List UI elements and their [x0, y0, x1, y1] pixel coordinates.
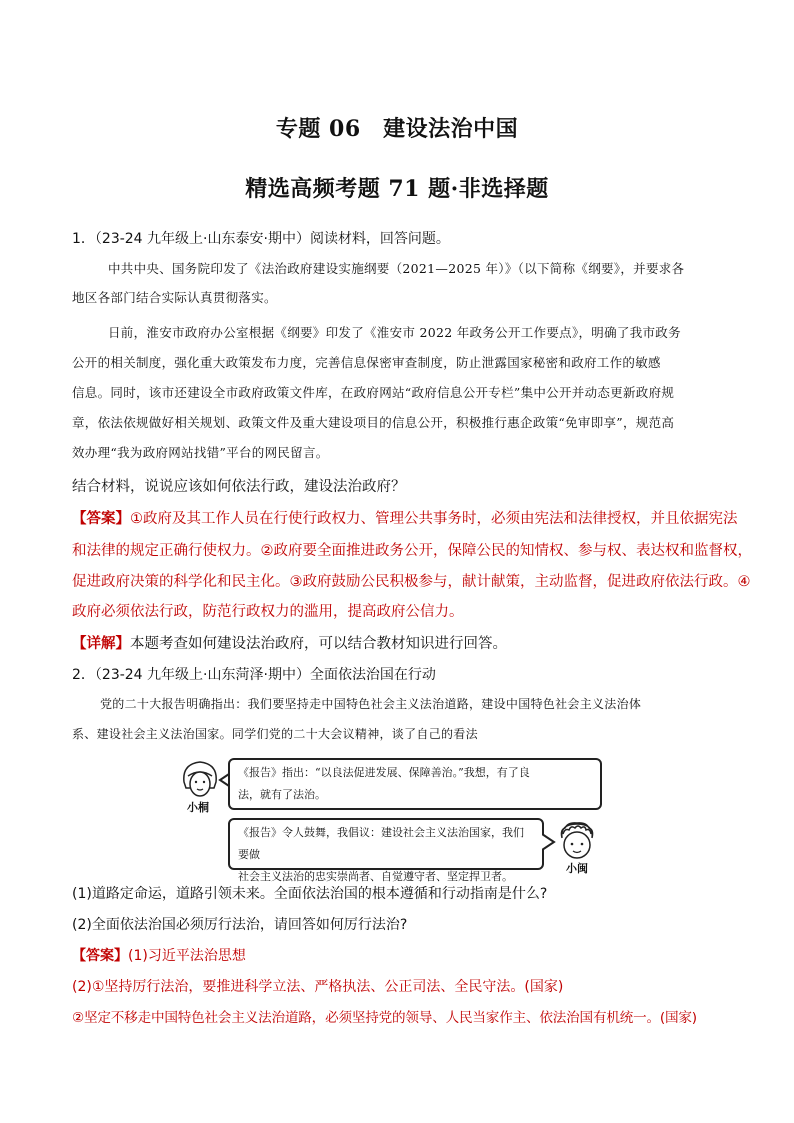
- q1-material-p2-line: 信息。同时，该市还建设全市政府政策文件库，在政府网站“政府信息公开专栏”集中公开并动态更新政府规: [72, 385, 675, 400]
- q2-material-line1: 党的二十大报告明确指出：我们要坚持走中国特色社会主义法治道路，建设中国特色社会主义法治体: [100, 697, 642, 711]
- girl-avatar-icon: [180, 758, 220, 800]
- q1-detail: [72, 629, 507, 660]
- speech-pointer-icon: [542, 832, 556, 852]
- q1-material-p2-line: 章，依法依规做好相关规划、政策文件及重大建设项目的信息公开，积极推行惠企政策“免审即享”，规范高: [72, 415, 675, 430]
- q2-material-line2: 系、建设社会主义法治国家。同学们党的二十大会议精神，谈了自己的看法: [72, 727, 478, 741]
- q2-sub2: (2)全面依法治国必须厉行法治，请回答如何厉行法治?: [72, 917, 408, 933]
- q1-material-p2-line: 日前，淮安市政府办公室根据《纲要》印发了《淮安市 2022 年政务公开工作要点》，明确了我市政务: [108, 325, 681, 340]
- document-title: 专题 06 建设法治中国: [275, 116, 519, 142]
- q2-answer2-line1: (2)①坚持厉行法治，要推进科学立法、严格执法、公正司法、全民守法。(国家): [72, 979, 564, 995]
- q2-stem: 2．（23-24 九年级上·山东菏泽·期中）全面依法治国在行动: [72, 667, 436, 683]
- bubble1-line2: 法，就有了法治。: [238, 788, 326, 801]
- detail-label: 【详解】: [72, 636, 130, 652]
- detail-text: 本题考查如何建设法治政府，可以结合教材知识进行回答。: [130, 636, 507, 652]
- answer-text: ①政府及其工作人员在行使行政权力、管理公共事务时，必须由宪法和法律授权，并且依据宪法: [130, 511, 738, 527]
- q2-sub1: (1)道路定命运，道路引领未来。全面依法治国的根本遵循和行动指南是什么?: [72, 886, 548, 902]
- bubble2-line2: 社会主义法治的忠实崇尚者、自觉遵守者、坚定捍卫者。: [238, 870, 513, 883]
- q1-answer-line: 和法律的规定正确行使权力。②政府要全面推进政务公开，保障公民的知情权、参与权、表达权和监督权，: [72, 543, 752, 559]
- speech-bubble-xiaomin: [228, 818, 544, 883]
- q1-material-p1-line1: 中共中央、国务院印发了《法治政府建设实施纲要（2021—2025 年）》（以下简称《纲要》，并要求各: [108, 261, 685, 276]
- q2-answer2-line2: ②坚定不移走中国特色社会主义法治道路，必须坚持党的领导、人民当家作主、依法治国有机统一。(国家): [72, 1010, 697, 1026]
- character-name-xiaomin: 小闽: [566, 862, 588, 875]
- q1-stem: 1．（23-24 九年级上·山东泰安·期中）阅读材料，回答问题。: [72, 231, 450, 247]
- bubble1-line1: 《报告》指出：“以良法促进发展、保障善治。”我想，有了良: [238, 766, 530, 779]
- q1-material-p1-line2: 地区各部门结合实际认真贯彻落实。: [72, 290, 277, 305]
- q1-material-p2-line: 效办理“我为政府网站找错”平台的网民留言。: [72, 445, 329, 460]
- answer1-text: (1)习近平法治思想: [128, 948, 246, 964]
- character-name-xiaotong: 小桐: [187, 801, 209, 814]
- q1-material-p2-line: 公开的相关制度，强化重大政策发布力度，完善信息保密审查制度，防止泄露国家秘密和政府工作的敏感: [72, 355, 661, 370]
- answer-label: 【答案】: [72, 511, 130, 527]
- boy-avatar-icon: [556, 820, 598, 864]
- bubble2-line1: 《报告》令人鼓舞，我倡议：建设社会主义法治国家，我们要做: [238, 826, 524, 861]
- q1-answer-line: [72, 504, 738, 535]
- speech-bubble-xiaotong: [228, 758, 602, 810]
- q1-question: 结合材料，说说应该如何依法行政，建设法治政府？: [72, 479, 406, 495]
- q1-answer-line: 促进政府决策的科学化和民主化。③政府鼓励公民积极参与，献计献策，主动监督，促进政府依法行政。④: [72, 574, 751, 590]
- q2-answer1: [72, 941, 246, 972]
- answer-label: 【答案】: [72, 948, 128, 964]
- q1-answer-line: 政府必须依法行政，防范行政权力的滥用，提高政府公信力。: [72, 604, 464, 620]
- document-subtitle: 精选高频考题 71 题·非选择题: [245, 176, 549, 202]
